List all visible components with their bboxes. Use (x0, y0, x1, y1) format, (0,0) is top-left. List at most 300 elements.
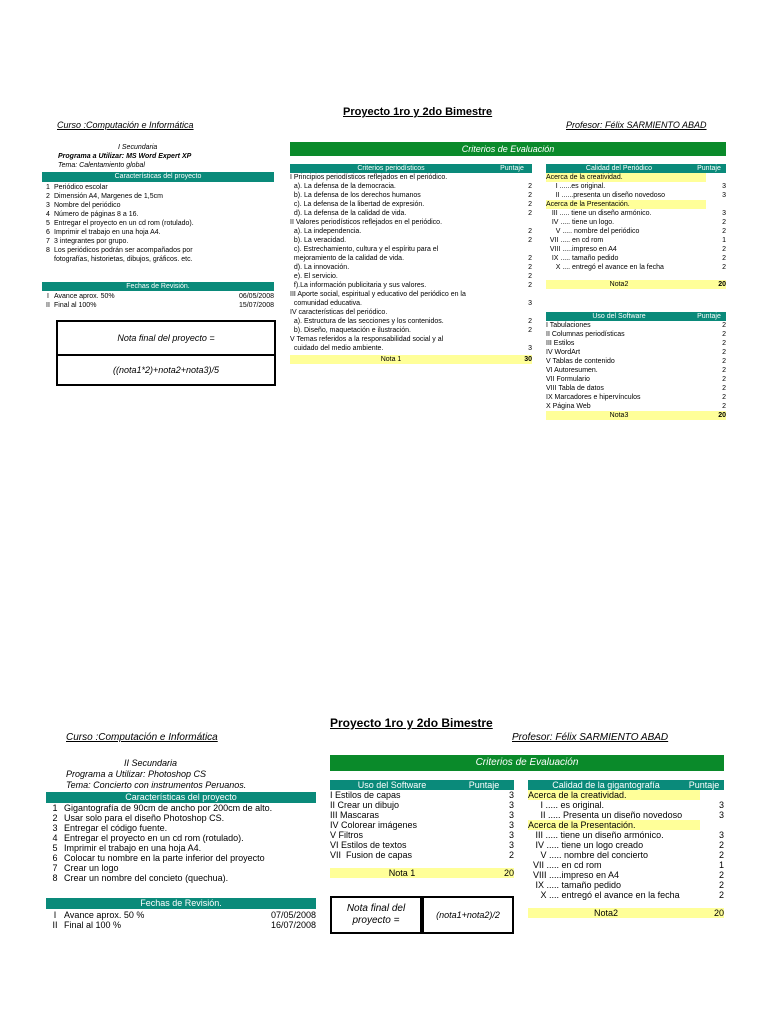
row-score: 2 (722, 264, 726, 271)
p1-final-label: Nota final del proyecto = (117, 332, 215, 343)
item-text: Colocar tu nombre en la parte inferior del proyecto (64, 853, 265, 863)
item-text: Entregar el proyecto en un cd rom (rotulado). (54, 220, 194, 227)
row-score (512, 290, 532, 299)
table-row (290, 209, 532, 218)
p2-final-label: Nota final del proyecto = (346, 903, 406, 926)
p2-program: Programa a Utilizar: Photoshop CS (66, 769, 207, 779)
table-row (546, 254, 726, 263)
row-score: 2 (722, 331, 726, 338)
date-row (42, 301, 274, 310)
row-score: 1 (718, 860, 724, 870)
row-score (700, 820, 724, 830)
row-label: Acerca de la Presentación. (546, 200, 706, 209)
list-item (46, 873, 316, 883)
item-number: 3 (46, 202, 50, 209)
date-value: 07/05/2008 (270, 910, 316, 920)
row-score: 2 (528, 192, 532, 199)
item-number: 2 (52, 813, 58, 823)
date-label: Avance aprox. 50 % (64, 910, 145, 920)
row-label: IV ..... tiene un logo. (546, 219, 615, 226)
row-score: 2 (722, 246, 726, 253)
p1-col3-header: Uso del Software (592, 313, 646, 320)
table-row (290, 236, 532, 245)
p2-dates-header: Fechas de Revisión. (46, 898, 316, 909)
p1-col1-total-label: Nota 1 (380, 356, 402, 363)
p2-title: Proyecto 1ro y 2do Bimestre (330, 716, 493, 730)
table-row (546, 209, 726, 218)
row-score: 2 (528, 318, 532, 325)
table-row (546, 218, 726, 227)
row-score (512, 245, 532, 254)
row-score: 3 (528, 345, 532, 352)
p2-characteristics-header: Características del proyecto (46, 792, 316, 803)
row-score: 3 (508, 800, 514, 810)
row-label: V Temas referidos a la responsabilidad social y al (290, 336, 444, 343)
table-row (546, 330, 726, 339)
row-label: b). La veracidad. (290, 237, 347, 244)
item-number: 6 (46, 229, 50, 236)
p1-col3 (546, 312, 726, 420)
list-item (42, 219, 274, 228)
table-row (290, 335, 532, 344)
row-score: 3 (718, 800, 724, 810)
table-row (290, 308, 532, 317)
row-score: 2 (722, 340, 726, 347)
row-label: IV características del periódico. (290, 309, 388, 316)
p1-col3-total-label: Nota3 (609, 412, 629, 419)
row-label: II ..... Presenta un diseño novedoso (528, 810, 683, 820)
row-score: 2 (722, 219, 726, 226)
table-row (546, 173, 726, 182)
row-label: II Crear un dibujo (330, 800, 400, 810)
row-score: 2 (722, 322, 726, 329)
table-row (330, 840, 514, 850)
p1-final-formula-box (56, 354, 276, 386)
row-score: 2 (722, 367, 726, 374)
row-label: III ..... tiene un diseño armónico. (528, 830, 664, 840)
p1-criteria-title: Criterios de Evaluación (290, 142, 726, 156)
table-row (290, 191, 532, 200)
row-label: d). La defensa de la calidad de vida. (290, 210, 407, 217)
row-label: I Tabulaciones (546, 322, 591, 329)
table-row (330, 850, 514, 860)
p1-col3-total: 20 (718, 412, 726, 419)
p2-col2-header: Calidad de la gigantografía (552, 780, 660, 790)
table-row (546, 402, 726, 411)
table-row (290, 317, 532, 326)
table-row (546, 339, 726, 348)
row-score: 2 (718, 870, 724, 880)
table-row (546, 236, 726, 245)
row-score: 3 (718, 830, 724, 840)
item-number: 5 (46, 220, 50, 227)
p2-col2-header-row (528, 780, 724, 790)
table-row (528, 840, 724, 850)
row-score: 3 (508, 790, 514, 800)
list-item (46, 823, 316, 833)
p1-col2-total: 20 (718, 281, 726, 288)
row-score (512, 218, 532, 227)
table-row (290, 245, 532, 254)
row-score: 3 (722, 210, 726, 217)
row-label: comunidad educativa. (290, 300, 362, 307)
table-row (290, 281, 532, 290)
item-number: 8 (52, 873, 58, 883)
row-label: I Principios periodísticos reflejados en el periódico. (290, 174, 448, 181)
p1-characteristics-header: Características del proyecto (42, 172, 274, 182)
table-row (330, 810, 514, 820)
p2-col1 (330, 780, 514, 878)
p1-dates-header: Fechas de Revisión. (42, 282, 274, 291)
p2-characteristics-list (46, 803, 316, 883)
row-label: VII ..... en cd rom (528, 860, 602, 870)
row-label: III Mascaras (330, 810, 380, 820)
row-score: 3 (528, 300, 532, 307)
row-label: VII Formulario (546, 376, 590, 383)
item-text: 3 integrantes por grupo. (54, 238, 129, 245)
p1-level: I Secundaria (118, 144, 158, 151)
row-score: 2 (528, 255, 532, 262)
row-score: 3 (508, 840, 514, 850)
p2-col2-total: 20 (713, 908, 724, 918)
item-number: 4 (46, 211, 50, 218)
date-number: I (53, 910, 57, 920)
p2-col2-score-header: Puntaje (688, 780, 720, 790)
row-score: 3 (508, 810, 514, 820)
table-row (546, 384, 726, 393)
row-score: 2 (718, 840, 724, 850)
table-row (290, 173, 532, 182)
row-label: IV WordArt (546, 349, 581, 356)
row-score: 2 (722, 349, 726, 356)
p1-characteristics-list (42, 183, 274, 264)
row-label: VIII Tabla de datos (546, 385, 604, 392)
p1-col1-score-header: Puntaje (500, 165, 524, 172)
table-row (290, 272, 532, 281)
row-label: c). La defensa de la libertad de expresión. (290, 201, 425, 208)
list-item (46, 863, 316, 873)
row-label: Acerca de la creatividad. (528, 790, 700, 800)
p1-final-formula: ((nota1*2)+nota2+nota3)/5 (112, 364, 220, 375)
item-text: Dimensión A4, Margenes de 1,5cm (54, 193, 163, 200)
table-row (528, 790, 724, 800)
table-row (546, 263, 726, 272)
table-row (546, 200, 726, 209)
row-label: a). La independencia. (290, 228, 362, 235)
list-item (42, 201, 274, 210)
list-item (42, 228, 274, 237)
item-number: 8 (46, 247, 50, 254)
p1-col1-total: 30 (524, 356, 532, 363)
p1-col2-score-header: Puntaje (697, 165, 721, 172)
table-row (546, 182, 726, 191)
row-score: 2 (508, 850, 514, 860)
row-score: 2 (722, 376, 726, 383)
p1-col1-header: Criterios periodísticos (357, 165, 425, 172)
row-label: V ..... nombre del concierto (528, 850, 649, 860)
row-label: I ..... es original. (528, 800, 605, 810)
row-label: a). La defensa de la democracia. (290, 183, 396, 190)
row-label: II Valores periodísticos reflejados en el periódico. (290, 219, 443, 226)
item-text: Gigantografía de 90cm de ancho por 200cm de alto. (64, 803, 273, 813)
row-label: VIII .....impreso en A4 (546, 246, 617, 253)
row-label: III Aporte social, espiritual y educativo del periódico en la (290, 291, 466, 298)
row-score: 2 (718, 890, 724, 900)
table-row (546, 321, 726, 330)
item-text: Imprimir el trabajo en una hoja A4. (64, 843, 202, 853)
row-label: VII ..... en cd rom (546, 237, 604, 244)
table-row (528, 870, 724, 880)
table-row (546, 227, 726, 236)
item-number: 1 (46, 184, 50, 191)
row-score: 2 (722, 394, 726, 401)
date-value: 16/07/2008 (270, 920, 316, 930)
date-label: Final al 100 % (64, 920, 122, 930)
row-score: 1 (722, 237, 726, 244)
list-item (46, 803, 316, 813)
p1-course: Curso :Computación e Informática (57, 120, 194, 130)
item-text: Entregar el código fuente. (64, 823, 168, 833)
item-text: Periódico escolar (54, 184, 108, 191)
list-item (42, 237, 274, 246)
item-number: 6 (52, 853, 58, 863)
row-score: 2 (528, 264, 532, 271)
table-row (290, 227, 532, 236)
list-item (42, 246, 274, 255)
row-label: d). La innovación. (290, 264, 350, 271)
row-label: I ......es original. (546, 183, 606, 190)
table-row (546, 191, 726, 200)
p2-level: II Secundaria (124, 758, 178, 768)
date-number: II (52, 920, 58, 930)
row-score (512, 308, 532, 317)
date-label: Avance aprox. 50% (54, 293, 115, 300)
row-label: II ......presenta un diseño novedoso (546, 192, 666, 199)
row-score: 2 (528, 273, 532, 280)
p1-col2 (546, 164, 726, 289)
row-label: I Estilos de capas (330, 790, 401, 800)
row-label: e). El servicio. (290, 273, 338, 280)
table-row (290, 290, 532, 299)
item-number: 7 (52, 863, 58, 873)
item-number: 7 (46, 238, 50, 245)
table-row (330, 800, 514, 810)
p2-col1-header: Uso del Software (357, 780, 427, 790)
row-score: 2 (722, 385, 726, 392)
row-label: Acerca de la creatividad. (546, 173, 706, 182)
row-label: VII Fusion de capas (330, 850, 413, 860)
date-label: Final al 100% (54, 302, 97, 309)
table-row (546, 245, 726, 254)
row-score (706, 173, 726, 182)
table-row (330, 790, 514, 800)
list-item (42, 255, 274, 264)
table-row (528, 820, 724, 830)
item-text: Usar solo para el diseño Photoshop CS. (64, 813, 225, 823)
table-row (290, 254, 532, 263)
row-score: 2 (722, 403, 726, 410)
row-label: a). Estructura de las secciones y los contenidos. (290, 318, 444, 325)
row-score: 2 (528, 201, 532, 208)
row-label: III Estilos (546, 340, 575, 347)
item-text: fotografías, historietas, dibujos, gráficos. etc. (54, 256, 193, 263)
p1-col2-total-label: Nota2 (609, 281, 629, 288)
date-row (46, 910, 316, 920)
row-score: 2 (722, 228, 726, 235)
row-label: VI Estilos de textos (330, 840, 407, 850)
p2-col1-score-header: Puntaje (468, 780, 500, 790)
item-text: Imprimir el trabajo en una hoja A4. (54, 229, 161, 236)
p1-final-label-box (56, 320, 276, 356)
row-score (700, 790, 724, 800)
p2-col2-total-label: Nota2 (593, 908, 619, 918)
row-score: 3 (508, 820, 514, 830)
item-text: Crear un logo (64, 863, 119, 873)
row-score: 2 (718, 850, 724, 860)
table-row (290, 218, 532, 227)
row-label: cuidado del medio ambiente. (290, 345, 384, 352)
list-item (46, 833, 316, 843)
list-item (46, 843, 316, 853)
row-label: mejoramiento de la calidad de vida. (290, 255, 405, 262)
row-label: II Columnas periodísticas (546, 331, 625, 338)
table-row (528, 850, 724, 860)
row-label: VIII .....impreso en A4 (528, 870, 620, 880)
p1-col3-total-row (546, 411, 726, 420)
row-label: IX Marcadores e hipervínculos (546, 394, 641, 401)
row-label: IV ..... tiene un logo creado (528, 840, 644, 850)
p1-col3-score-header: Puntaje (697, 313, 721, 320)
item-text: Entregar el proyecto en un cd rom (rotulado). (64, 833, 244, 843)
date-value: 15/07/2008 (238, 302, 274, 309)
row-score: 2 (528, 228, 532, 235)
date-row (46, 920, 316, 930)
row-label: Acerca de la Presentación. (528, 820, 700, 830)
table-row (528, 860, 724, 870)
p2-col1-total-label: Nota 1 (388, 868, 416, 878)
row-label: VI Autoresumen. (546, 367, 598, 374)
row-label: IV Colorear imágenes (330, 820, 418, 830)
p1-col1-header-row (290, 164, 532, 173)
row-score (512, 335, 532, 344)
p2-col1-total: 20 (503, 868, 514, 878)
list-item (46, 813, 316, 823)
table-row (290, 344, 532, 353)
date-number: II (46, 302, 50, 309)
item-text: Número de páginas 8 a 16. (54, 211, 139, 218)
p1-theme: Tema: Calentamiento global (58, 162, 145, 169)
p1-col3-header-row (546, 312, 726, 321)
list-item (46, 853, 316, 863)
p1-title: Proyecto 1ro y 2do Bimestre (343, 106, 493, 118)
list-item (42, 183, 274, 192)
row-label: III ..... tiene un diseño armónico. (546, 210, 652, 217)
p2-final-label-box (330, 896, 422, 934)
row-label: V ..... nombre del periódico (546, 228, 640, 235)
table-row (330, 830, 514, 840)
p2-col2-total-row (528, 908, 724, 918)
row-score: 2 (722, 255, 726, 262)
p1-dates-list (42, 292, 274, 310)
table-row (290, 299, 532, 308)
p2-col1-total-row (330, 868, 514, 878)
table-row (546, 366, 726, 375)
table-row (290, 326, 532, 335)
p2-course: Curso :Computación e Informática (66, 732, 218, 743)
list-item (42, 210, 274, 219)
p1-col2-header-row (546, 164, 726, 173)
p1-col1-total-row (290, 355, 532, 364)
table-row (528, 830, 724, 840)
item-text: Nombre del periódico (54, 202, 121, 209)
p2-final-formula-box (422, 896, 514, 934)
item-number: 2 (46, 193, 50, 200)
row-label: X .... entregó el avance en la fecha (546, 264, 664, 271)
table-row (330, 820, 514, 830)
row-score: 2 (528, 237, 532, 244)
row-score: 2 (528, 282, 532, 289)
item-number: 3 (52, 823, 58, 833)
p2-criteria-title: Criterios de Evaluación (330, 755, 724, 771)
table-row (528, 880, 724, 890)
row-score: 3 (718, 810, 724, 820)
row-label: V Filtros (330, 830, 364, 840)
date-number: I (47, 293, 49, 300)
table-row (528, 800, 724, 810)
row-score (706, 200, 726, 209)
item-number: 1 (52, 803, 58, 813)
p1-col2-total-row (546, 280, 726, 289)
row-score: 3 (722, 192, 726, 199)
p1-professor: Profesor: Félix SARMIENTO ABAD (566, 120, 707, 130)
row-label: IX ..... tamaño pedido (546, 255, 619, 262)
table-row (290, 200, 532, 209)
table-row (546, 393, 726, 402)
table-row (290, 182, 532, 191)
row-score (512, 173, 532, 182)
table-row (546, 348, 726, 357)
row-label: X .... entregó el avance en la fecha (528, 890, 680, 900)
p1-col1 (290, 164, 532, 364)
p2-dates-list (46, 910, 316, 930)
row-label: IX ..... tamaño pedido (528, 880, 622, 890)
row-score: 2 (528, 327, 532, 334)
row-score: 2 (718, 880, 724, 890)
list-item (42, 192, 274, 201)
table-row (546, 375, 726, 384)
table-row (528, 890, 724, 900)
row-score: 3 (508, 830, 514, 840)
p2-col2 (528, 780, 724, 918)
item-number (42, 255, 54, 264)
item-number: 5 (52, 843, 58, 853)
row-score: 2 (528, 210, 532, 217)
p2-col1-header-row (330, 780, 514, 790)
row-label: f).La información publicitaria y sus valores. (290, 282, 427, 289)
item-text: Los periódicos podrán ser acompañados por (54, 247, 193, 254)
row-label: b). Diseño, maquetación e ilustración. (290, 327, 412, 334)
p1-program: Programa a Utilizar: MS Word Expert XP (58, 153, 192, 160)
table-row (528, 810, 724, 820)
row-score: 2 (722, 358, 726, 365)
item-text: Crear un nombre del concieto (quechua). (64, 873, 229, 883)
row-label: X Página Web (546, 403, 591, 410)
item-number: 4 (52, 833, 58, 843)
date-value: 06/05/2008 (238, 293, 274, 300)
row-label: b). La defensa de los derechos humanos (290, 192, 421, 199)
p2-professor: Profesor: Félix SARMIENTO ABAD (512, 732, 669, 743)
row-score: 3 (722, 183, 726, 190)
